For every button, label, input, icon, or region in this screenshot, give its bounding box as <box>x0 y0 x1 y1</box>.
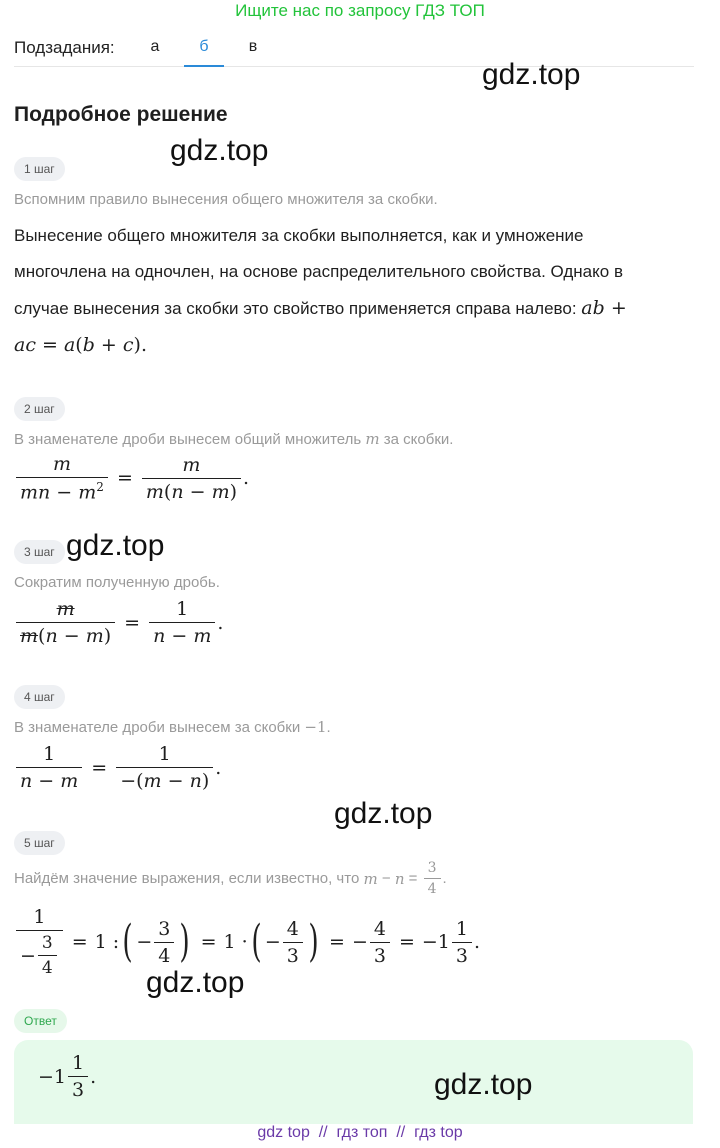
step-text <box>14 218 684 364</box>
watermark: gdz.top <box>482 58 581 91</box>
tab-b[interactable]: б <box>184 38 224 67</box>
footer-separator: // <box>318 1124 328 1141</box>
step-hint: Найдём значение выражения, если известно, что m − n = $\frac{3}{4}$ . <box>14 860 447 897</box>
footer-link[interactable]: гдз top <box>414 1124 463 1141</box>
step-badge: 3 шаг <box>14 540 65 564</box>
promo-banner[interactable]: Ищите нас по запросу ГДЗ ТОП <box>235 1 485 20</box>
formula: $\frac{m}{mn - m^2}$ = $\frac{m}{m(n - m)}$ . <box>14 453 249 503</box>
tab-v[interactable]: в <box>248 38 258 55</box>
step-badge: 2 шаг <box>14 397 65 421</box>
step-hint: В знаменателе дроби вынесем общий множитель m за скобки. <box>14 430 454 448</box>
text-line: Вынесение общего множителя за скобки выполняется, как и умножение <box>14 226 584 245</box>
formula: 1 − $\frac{3}{4}$ = 1 : ( − $\frac{3}{4}$ ) = 1 · ( − $\frac{4}{3}$ ) = − $\frac{4}{3}$ = −1 $\frac{1}{3}$ . <box>14 906 480 978</box>
watermark: gdz.top <box>146 966 245 999</box>
formula: $\frac{m}{m(n - m)}$ = $\frac{1}{n - m}$ . <box>14 598 223 647</box>
tab-a[interactable]: а <box>150 38 160 55</box>
formula-line: ac = a(b + c). <box>14 334 147 356</box>
watermark: gdz.top <box>334 797 433 830</box>
page-title: Подробное решение <box>14 103 228 126</box>
footer-link[interactable]: gdz top <box>257 1124 310 1141</box>
answer-badge: Ответ <box>14 1009 67 1033</box>
step-hint: Вспомним правило вынесения общего множителя за скобки. <box>14 191 438 208</box>
text-line: многочлена на одночлен, на основе распределительного свойства. Однако в <box>14 262 623 281</box>
step-hint: В знаменателе дроби вынесем за скобки −1. <box>14 718 331 736</box>
subtasks-label: Подзадания: <box>14 38 115 57</box>
text-line: случае вынесения за скобки это свойство применяется справа налево: ab + <box>14 297 627 319</box>
step-badge: 4 шаг <box>14 685 65 709</box>
footer-links <box>0 1124 720 1142</box>
subtasks-bar <box>14 36 694 67</box>
formula: $\frac{1}{n - m}$ = $\frac{1}{-(m - n)}$ . <box>14 743 221 792</box>
answer-value: −1 $\frac{1}{3}$ . <box>38 1052 97 1101</box>
step-badge: 5 шаг <box>14 831 65 855</box>
step-hint: Сократим полученную дробь. <box>14 574 220 591</box>
step-badge: 1 шаг <box>14 157 65 181</box>
watermark: gdz.top <box>170 134 269 167</box>
watermark: gdz.top <box>66 529 165 562</box>
watermark: gdz.top <box>434 1068 533 1101</box>
text-segment: случае вынесения за скобки это свойство применяется справа налево: <box>14 299 582 318</box>
footer-separator: // <box>396 1124 406 1141</box>
answer-box <box>14 1040 693 1124</box>
footer-link[interactable]: гдз топ <box>336 1124 388 1141</box>
